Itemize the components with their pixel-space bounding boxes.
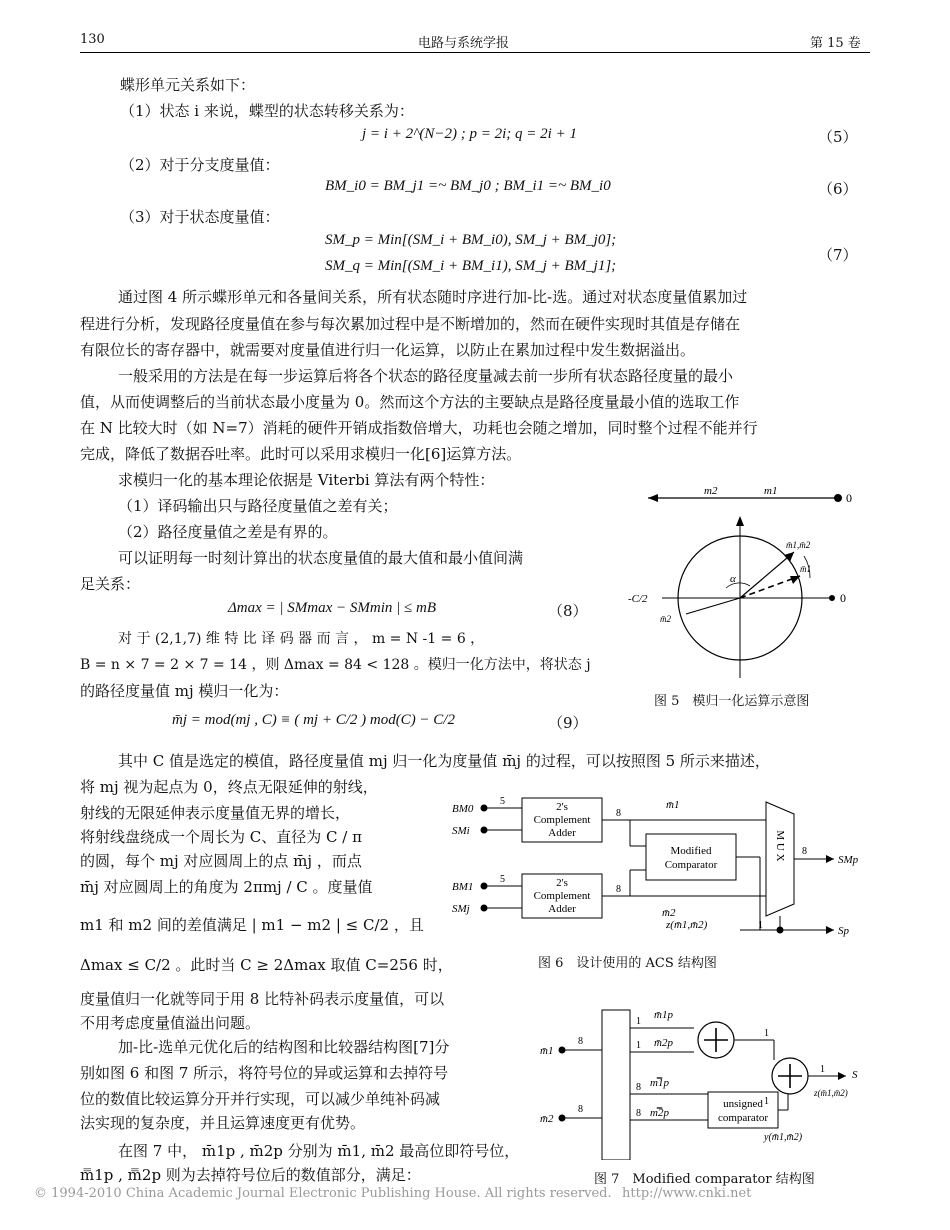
para6-line7: m1 和 m2 间的差值满足 | m1 − m2 | ≤ C/2 ，且 [80,916,424,934]
fig7-bus1-b: 1 [636,1040,641,1051]
equation-8-number: （8） [548,602,588,620]
para2-line3: 在 N 比较大时（如 N=7）消耗的硬件开销成指数倍增大，功耗也会随之增加，同时整个过程不能并行 [80,419,758,437]
page-number: 130 [80,32,105,47]
figure-6-caption: 图 6 设计使用的 ACS 结构图 [538,956,717,971]
figure-6-diagram [450,794,870,950]
fig5-label-m2: m2 [704,485,718,497]
fig7-comp-l1: unsigned [723,1098,763,1110]
adder2-l2: Complement [533,890,591,902]
fig7-bus8-a: 8 [578,1036,583,1047]
figure-7-diagram [538,998,870,1160]
fig5-label-m1-bar: m̄1 [800,564,811,574]
fig5-label-zero-right: 0 [840,591,846,605]
para8-line2: m̿1p , m̿2p 则为去掉符号位后的数值部分，满足： [80,1166,421,1184]
fig7-sig-m1p: m̄1p [654,1009,673,1021]
header-rule [80,52,870,53]
para3-line3: （2）路径度量值之差是有界的。 [118,523,338,541]
modified-comparator-box [646,834,736,880]
equation-8: Δmax = | SMmax − SMmin | ≤ mB [228,600,436,616]
vector-m2 [686,598,740,614]
para5-line2: B = n × 7 = 2 × 7 = 14 ，则 Δmax = 84 < 128 。模归一化方法中，将状态 j [80,657,591,673]
para2-line2: 值，从而使调整后的当前状态最小度量为 0。然而这个方法的主要缺点是路径度量最小值的选取工作 [80,393,740,411]
para8-line1: 在图 7 中， m̄1p , m̄2p 分别为 m̄1, m̄2 最高位即符号位， [118,1142,520,1160]
adder2-l3: Adder [548,903,576,915]
equation-9: m̄j = mod(mj , C) ≡ ( mj + C/2 ) mod(C) − C/2 [172,712,455,728]
fig6-mux-label: M U X [774,830,786,862]
para6-line2: 将 mj 视为起点为 0，终点无限延伸的射线， [80,778,378,796]
intro-text: 蝶形单元关系如下： [120,76,256,94]
para1-line3: 有限位长的寄存器中，就需要对度量值进行归一化运算，以防止在累加过程中发生数据溢出。 [80,341,696,359]
fig5-label-m1: m1 [764,485,778,497]
para7-line3: 位的数值比较运算分开并行实现，可以减少单纯补码减 [80,1090,441,1108]
fig6-in-smj: SMj [452,903,470,915]
adder1-l2: Complement [533,814,591,826]
equation-5-number: （5） [818,128,858,146]
para6-line5: 的圆，每个 mj 对应圆周上的点 m̄j ，而点 [80,852,362,870]
fig7-bus1-d: 1 [764,1096,769,1107]
fig5-label-alpha: α [730,573,736,585]
fig6-bus5-b: 5 [500,874,505,885]
vector-m1-dashed [740,576,800,598]
fig6-out-sp: Sp [838,925,849,937]
item-3: （3）对于状态度量值： [120,208,280,226]
para6-line4: 将射线盘绕成一个周长为 C、直径为 C / π [80,828,362,846]
fig7-out-y: y(m̄1,m̄2) [764,1132,803,1143]
para2-line4: 完成，降低了数据吞吐率。此时可以采用求模归一化[6]运算方法。 [80,445,522,463]
para6-line6: m̄j 对应圆周上的角度为 2πmj / C 。度量值 [80,878,373,896]
equation-7-number: （7） [818,246,858,264]
para6-line1: 其中 C 值是选定的模值，路径度量值 mj 归一化为度量值 m̄j 的过程，可以按照图 5 所示来描述， [118,752,770,770]
vertical-axis-arrow [736,516,744,526]
ray-origin-dot [834,494,842,502]
fig7-bus1-e: 1 [820,1064,825,1075]
fig6-in-bm1: BM1 [452,881,474,893]
para3-line1: 求模归一化的基本理论依据是 Viterbi 算法有两个特性： [118,471,495,489]
fig7-comp-l2: comparator [717,1112,769,1124]
fig5-label-m1m2: m̄1,m̄2 [786,540,811,550]
fig7-out-s: S [852,1069,858,1081]
fig6-bus8-a: 8 [616,808,621,819]
para6-line8: Δmax ≤ C/2 。此时当 C ≥ 2Δmax 取值 C=256 时， [80,956,453,974]
equation-7b: SM_q = Min[(SM_i + BM_i1), SM_j + BM_j1]; [325,258,617,274]
fig6-sig-m1: m̄1 [666,799,680,811]
fig7-sig-m2p: m̄2p [654,1037,673,1049]
fig6-bus8-b: 8 [616,884,621,895]
figure-5-diagram [600,482,870,682]
fig6-comp-l2: Comparator [664,859,718,871]
figure-7-caption: 图 7 Modified comparator 结构图 [594,1172,815,1187]
equation-7a: SM_p = Min[(SM_i + BM_i0), SM_j + BM_j0]; [325,232,617,248]
item-2: （2）对于分支度量值： [120,156,280,174]
vector-m1m2 [740,552,794,598]
fig6-in-bm0: BM0 [452,803,474,815]
equation-9-number: （9） [548,714,588,732]
fig5-label-m2-bar: m̄2 [660,614,671,624]
vector-m1m2-arrow [784,552,794,562]
adder1-l1: 2's [556,801,568,813]
equation-5: j = i + 2^(N−2) ; p = 2i; q = 2i + 1 [362,126,577,142]
fig6-sig-z: z(m̄1,m̄2) [666,919,708,931]
fig7-sig-m1p-dbl: m̿1p [650,1077,669,1089]
para6-line9: 度量值归一化就等同于用 8 比特补码表示度量值，可以 [80,990,445,1008]
axis-end-dot [829,595,835,601]
footer-copyright: © 1994-2010 China Academic Journal Electronic Publishing House. All rights reserved. [34,1186,612,1201]
para7-line1: 加-比-选单元优化后的结构图和比较器结构图[7]分 [118,1038,450,1056]
para6-line10: 不用考虑度量值溢出问题。 [80,1014,261,1032]
para2-line1: 一般采用的方法是在每一步运算后将各个状态的路径度量减去前一步所有状态路径度量的最小 [118,367,734,385]
para1-line1: 通过图 4 所示蝶形单元和各量间关系，所有状态随时序进行加-比-选。通过对状态度量值累加过 [118,288,748,306]
item-1: （1）状态 i 来说，蝶型的状态转移关系为： [120,102,414,120]
fig6-out-smp: SMp [838,854,859,866]
fig7-sig-m2p-dbl: m̿2p [650,1107,669,1119]
para6-line3: 射线的无限延伸表示度量值无界的增长， [80,804,351,822]
para3-line2: （1）译码输出只与路径度量值之差有关； [118,497,398,515]
fig7-bus8-c: 8 [636,1082,641,1093]
fig7-bus1-c: 1 [764,1028,769,1039]
fig5-label-neg-c2: -C/2 [628,593,648,605]
journal-title: 电路与系统学报 [418,36,510,51]
fig6-bus1: 1 [758,920,763,931]
volume-label: 第 15 卷 [810,36,861,51]
fig5-label-zero-top: 0 [846,491,852,505]
equation-6: BM_i0 = BM_j1 =~ BM_j0 ; BM_i1 =~ BM_i0 [325,178,611,194]
para7-line2: 别如图 6 和图 7 所示，将符号位的异或运算和去掉符号 [80,1064,449,1082]
footer-url: http://www.cnki.net [622,1186,752,1201]
equation-6-number: （6） [818,180,858,198]
ray-arrowhead [648,494,658,502]
fig7-out-z: z(m̄1,m̄2) [814,1088,848,1098]
para7-line4: 法实现的复杂度，并且运算速度更有优势。 [80,1114,366,1132]
para1-line2: 程进行分析，发现路径度量值在参与每次累加过程中是不断增加的，然而在硬件实现时其值是存储在 [80,315,741,333]
fig7-bus1-a: 1 [636,1016,641,1027]
fig6-bus5-a: 5 [500,796,505,807]
vector-m1-arrow [790,576,800,584]
fig6-sig-m2: m̄2 [662,907,676,919]
adder1-l3: Adder [548,827,576,839]
splitter-box [602,1010,630,1160]
fig6-in-smi: SMi [452,825,470,837]
adder2-l1: 2's [556,877,568,889]
fig7-bus8-d: 8 [636,1108,641,1119]
fig6-bus8-out: 8 [802,846,807,857]
para5-line1: 对 于 (2,1,7) 维 特 比 译 码 器 而 言 ， m = N -1 = 6 ， [118,631,485,647]
figure-5-caption: 图 5 模归一化运算示意图 [654,694,810,709]
fig7-bus8-b: 8 [578,1104,583,1115]
fig6-comp-l1: Modified [670,845,712,857]
para4-line2: 足关系： [80,575,141,593]
para4-line1: 可以证明每一时刻计算出的状态度量值的最大值和最小值间满 [118,549,524,567]
para5-line3: 的路径度量值 mj 模归一化为： [80,682,289,700]
fig7-in-m2: m̄2 [540,1113,554,1125]
fig7-in-m1: m̄1 [540,1045,554,1057]
